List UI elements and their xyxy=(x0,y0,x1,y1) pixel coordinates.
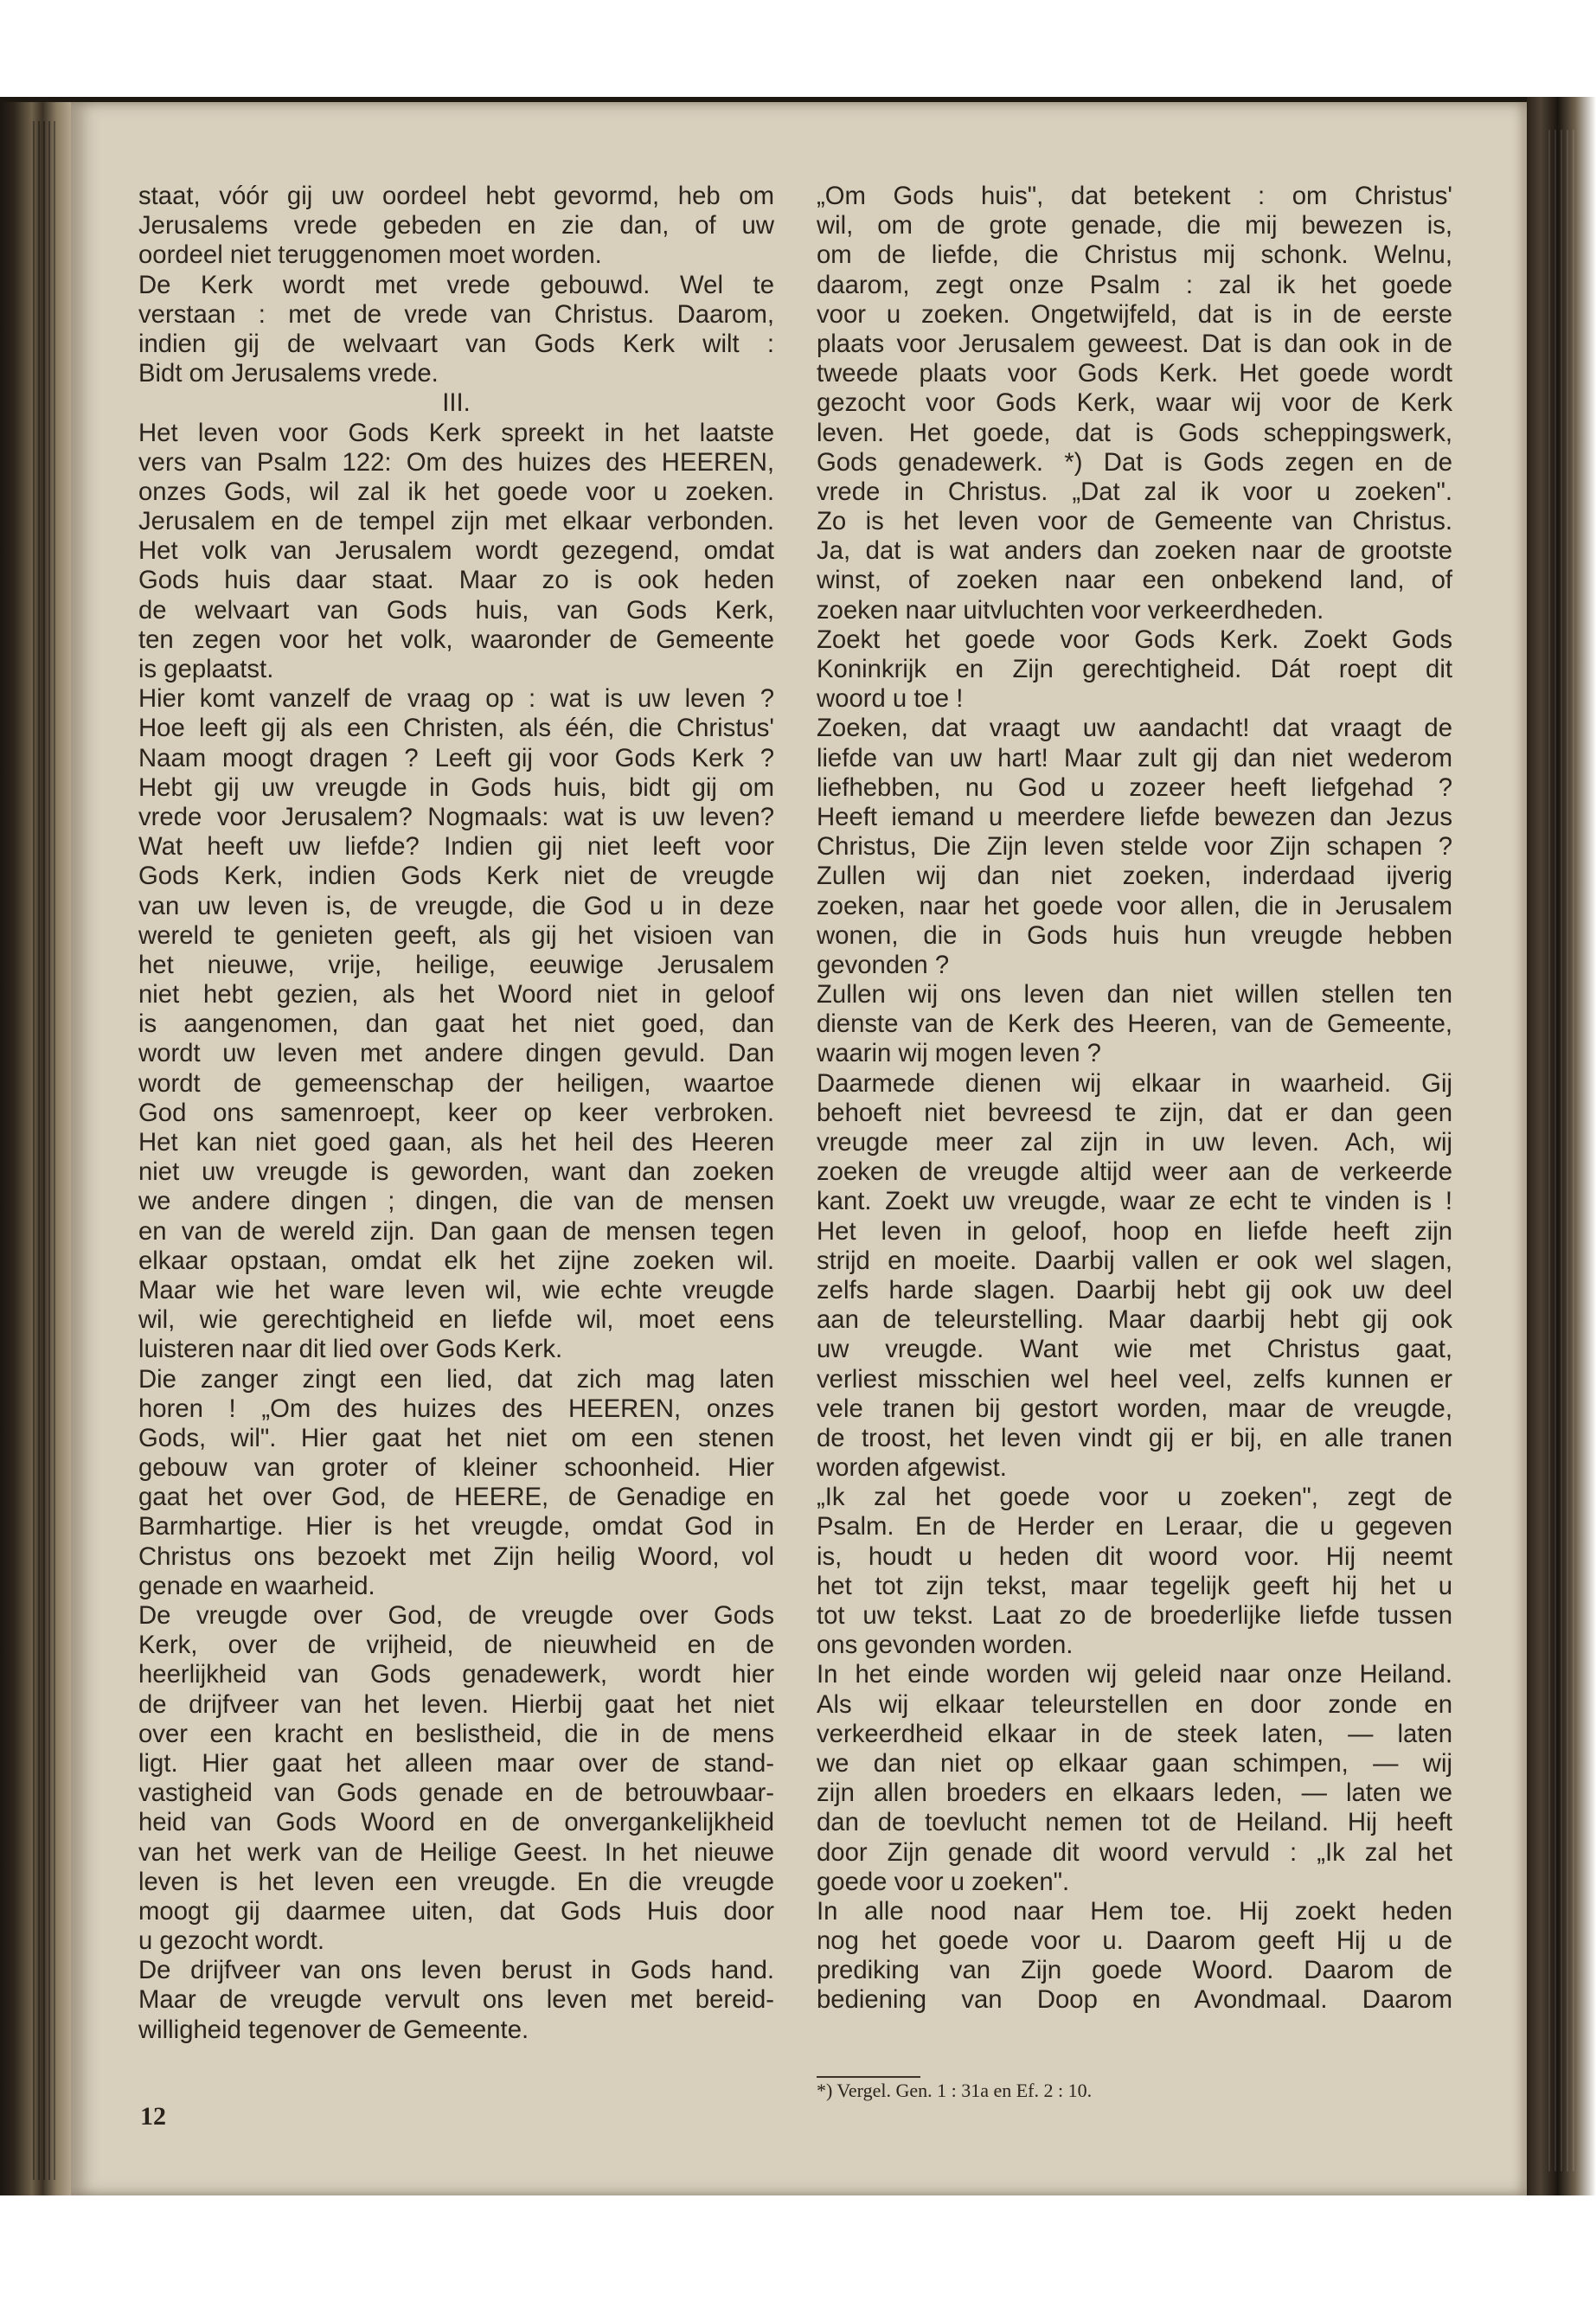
text-line: Gods Kerk, indien Gods Kerk niet de vreugde xyxy=(138,862,774,891)
text-line: is geplaatst. xyxy=(138,655,274,683)
text-line: horen ! „Om des huizes des HEEREN, onzes xyxy=(138,1394,774,1423)
text-line: In het einde worden wij geleid naar onze Heiland. xyxy=(817,1660,1452,1689)
text-line: Hebt gij uw vreugde in Gods huis, bidt gij om xyxy=(138,772,774,802)
text-line: niet uw vreugde is geworden, want dan zoeken xyxy=(138,1157,774,1187)
text-line: Het volk van Jerusalem wordt gezegend, omdat xyxy=(138,536,774,566)
text-line: door Zijn genade dit woord vervuld : „Ik zal het xyxy=(817,1837,1452,1867)
text-line: ons gevonden worden. xyxy=(817,1631,1074,1660)
text-line: wordt uw leven met andere dingen gevuld. Dan xyxy=(138,1039,774,1068)
text-line: Naam moogt dragen ? Leeft gij voor Gods Kerk ? xyxy=(138,743,774,772)
text-line: De drijfveer van ons leven berust in Gods hand. xyxy=(138,1956,774,1985)
text-line: we andere dingen ; dingen, die van de mensen xyxy=(138,1187,774,1216)
text-line: De vreugde over God, de vreugde over Gods xyxy=(138,1601,774,1630)
left-text-column xyxy=(138,182,774,2045)
text-line: Zo is het leven voor de Gemeente van Christus. xyxy=(817,507,1452,536)
text-line: indien gij de welvaart van Gods Kerk wilt : xyxy=(138,329,774,358)
text-line: luisteren naar dit lied over Gods Kerk. xyxy=(138,1335,563,1364)
text-line: we dan niet op elkaar gaan schimpen, — wij xyxy=(817,1748,1452,1778)
scan-margin-top xyxy=(0,0,1596,102)
text-line: oordeel niet teruggenomen moet worden. xyxy=(138,240,602,270)
text-line: Christus ons bezoekt met Zijn heilig Woord, vol xyxy=(138,1541,774,1571)
text-line: verkeerdheid elkaar in de steek laten, — laten xyxy=(817,1719,1452,1748)
text-line: Die zanger zingt een lied, dat zich mag laten xyxy=(138,1364,774,1394)
text-line: Jerusalem en de tempel zijn met elkaar verbonden. xyxy=(138,507,774,536)
text-line: willigheid tegenover de Gemeente. xyxy=(138,2015,529,2044)
text-line: Het leven voor Gods Kerk spreekt in het laatste xyxy=(138,418,774,447)
text-line: is, houdt u heden dit woord voor. Hij neemt xyxy=(817,1541,1452,1571)
text-line: uw vreugde. Want wie met Christus gaat, xyxy=(817,1335,1452,1364)
text-line: Hier komt vanzelf de vraag op : wat is uw leven ? xyxy=(138,684,774,714)
text-line: vrede voor Jerusalem? Nogmaals: wat is uw leven? xyxy=(138,802,774,831)
text-line: en van de wereld zijn. Dan gaan de mensen tegen xyxy=(138,1216,774,1246)
text-line: de troost, het leven vindt gij er bij, en alle tranen xyxy=(817,1423,1452,1452)
text-line: Gods huis daar staat. Maar zo is ook heden xyxy=(138,566,774,595)
text-line: heid van Gods Woord en de onvergankelijkheid xyxy=(138,1808,774,1837)
text-line: worden afgewist. xyxy=(817,1453,1007,1483)
text-line: de welvaart van Gods huis, van Gods Kerk, xyxy=(138,595,774,625)
text-line: Zoekt het goede voor Gods Kerk. Zoekt Gods xyxy=(817,625,1452,654)
text-line: dienste van de Kerk des Heeren, van de Gemeente, xyxy=(817,1009,1452,1039)
text-line: De Kerk wordt met vrede gebouwd. Wel te xyxy=(138,270,774,299)
text-line: Bidt om Jerusalems vrede. xyxy=(138,359,439,388)
right-text-column xyxy=(817,182,1452,2016)
text-line: daarom, zegt onze Psalm : zal ik het goede xyxy=(817,270,1452,299)
scan-margin-bottom xyxy=(0,2195,1596,2301)
text-line: Gods, wil". Hier gaat het niet om een stenen xyxy=(138,1423,774,1452)
text-line: liefde van uw hart! Maar zult gij dan niet wederom xyxy=(817,743,1452,772)
text-line: Zullen wij dan niet zoeken, inderdaad ijverig xyxy=(817,862,1452,891)
page-number: 12 xyxy=(140,2102,166,2131)
text-line: van het werk van de Heilige Geest. In het nieuwe xyxy=(138,1837,774,1867)
text-line: Barmhartige. Hier is het vreugde, omdat God in xyxy=(138,1512,774,1541)
text-line: Christus, Die Zijn leven stelde voor Zijn schapen ? xyxy=(817,832,1452,862)
text-line: prediking van Zijn goede Woord. Daarom de xyxy=(817,1956,1452,1985)
text-line: woord u toe ! xyxy=(817,684,964,714)
text-line: In alle nood naar Hem toe. Hij zoekt heden xyxy=(817,1896,1452,1926)
text-line: staat, vóór gij uw oordeel hebt gevormd, heb om xyxy=(138,182,774,210)
text-line: Kerk, over de vrijheid, de nieuwheid en de xyxy=(138,1631,774,1660)
text-line: om de liefde, die Christus mij schonk. Welnu, xyxy=(817,240,1452,270)
text-line: wil, om de grote genade, die mij bewezen is, xyxy=(817,211,1452,240)
text-line: Ja, dat is wat anders dan zoeken naar de grootste xyxy=(817,536,1452,566)
text-line: genade en waarheid. xyxy=(138,1571,375,1600)
text-line: Psalm. En de Herder en Leraar, die u gegeven xyxy=(817,1512,1452,1541)
text-line: gevonden ? xyxy=(817,950,950,979)
text-line: u gezocht wordt. xyxy=(138,1926,324,1956)
text-line: het nieuwe, vrije, heilige, eeuwige Jerusalem xyxy=(138,950,774,979)
text-line: winst, of zoeken naar een onbekend land, of xyxy=(817,566,1452,595)
text-line: tweede plaats voor Gods Kerk. Het goede wordt xyxy=(817,359,1452,388)
text-line: Het leven in geloof, hoop en liefde heeft zijn xyxy=(817,1216,1452,1246)
text-line: niet hebt gezien, als het Woord niet in geloof xyxy=(138,980,774,1009)
text-line: de drijfveer van het leven. Hierbij gaat het niet xyxy=(138,1689,774,1719)
text-line: nog het goede voor u. Daarom geeft Hij u de xyxy=(817,1926,1452,1956)
section-heading: III. xyxy=(442,388,471,418)
text-line: goede voor u zoeken". xyxy=(817,1867,1070,1896)
text-line: zoeken de vreugde altijd weer aan de verkeerde xyxy=(817,1157,1452,1187)
text-line: Maar de vreugde vervult ons leven met bereid- xyxy=(138,1985,774,2015)
text-line: vreugde meer zal zijn in uw leven. Ach, wij xyxy=(817,1128,1452,1157)
text-line: vele tranen bij gestort worden, maar de vreugde, xyxy=(817,1394,1452,1423)
text-line: God ons samenroept, keer op keer verbroken. xyxy=(138,1098,774,1127)
text-line: heerlijkheid van Gods genadewerk, wordt hier xyxy=(138,1660,774,1689)
text-line: verstaan : met de vrede van Christus. Daarom, xyxy=(138,299,774,329)
text-line: dan de toevlucht nemen tot de Heiland. Hij heeft xyxy=(817,1808,1452,1837)
text-line: elkaar opstaan, omdat elk het zijne zoeken wil. xyxy=(138,1246,774,1275)
text-line: gaat het over God, de HEERE, de Genadige en xyxy=(138,1483,774,1512)
text-line: bediening van Doop en Avondmaal. Daarom xyxy=(817,1985,1452,2015)
footnote: *) Vergel. Gen. 1 : 31a en Ef. 2 : 10. xyxy=(817,2080,1093,2101)
text-line: vrede in Christus. „Dat zal ik voor u zoeken". xyxy=(817,477,1452,506)
text-line: ten zegen voor het volk, waaronder de Gemeente xyxy=(138,625,774,654)
text-line: voor u zoeken. Ongetwijfeld, dat is in de eerste xyxy=(817,299,1452,329)
text-line: plaats voor Jerusalem geweest. Dat is dan ook in de xyxy=(817,329,1452,358)
text-line: Gods genadewerk. *) Dat is Gods zegen en de xyxy=(817,447,1452,477)
text-line: kant. Zoekt uw vreugde, waar ze echt te vinden is ! xyxy=(817,1187,1452,1216)
text-line: aan de teleurstelling. Maar daarbij hebt gij ook xyxy=(817,1305,1452,1335)
text-line: wereld te genieten geeft, als gij het visioen van xyxy=(138,920,774,950)
text-line: moogt gij daarmee uiten, dat Gods Huis door xyxy=(138,1896,774,1926)
right-edge-texture xyxy=(1548,130,1574,2171)
text-line: verliest misschien wel heel veel, zelfs kunnen er xyxy=(817,1364,1452,1394)
text-line: zijn allen broeders en elkaars leden, — laten we xyxy=(817,1779,1452,1808)
text-line: zoeken, naar het goede voor allen, die in Jerusalem xyxy=(817,891,1452,920)
text-line: Het kan niet goed gaan, als het heil des Heeren xyxy=(138,1128,774,1157)
text-line: leven is het leven een vreugde. En die vreugde xyxy=(138,1867,774,1896)
text-line: vastigheid van Gods genade en de betrouwbaar- xyxy=(138,1779,774,1808)
text-line: het tot zijn tekst, maar tegelijk geeft hij het u xyxy=(817,1571,1452,1600)
text-line: van uw leven is, de vreugde, die God u in deze xyxy=(138,891,774,920)
text-line: Maar wie het ware leven wil, wie echte vreugde xyxy=(138,1275,774,1304)
text-line: gebouw van groter of kleiner schoonheid. Hier xyxy=(138,1453,774,1483)
text-line: Wat heeft uw liefde? Indien gij niet leeft voor xyxy=(138,832,774,862)
text-line: Heeft iemand u meerdere liefde bewezen dan Jezus xyxy=(817,802,1452,831)
binding-page-edges xyxy=(33,121,59,2180)
footnote-divider xyxy=(817,2076,920,2078)
text-line: „Ik zal het goede voor u zoeken", zegt de xyxy=(817,1483,1452,1512)
text-line: liefhebben, nu God u zozeer heeft liefgehad ? xyxy=(817,772,1452,802)
text-line: strijd en moeite. Daarbij vallen er ook wel slagen, xyxy=(817,1246,1452,1275)
text-line: is aangenomen, dan gaat het niet goed, dan xyxy=(138,1009,774,1039)
text-line: gezocht voor Gods Kerk, waar wij voor de Kerk xyxy=(817,388,1452,418)
text-line: wonen, die in Gods huis hun vreugde hebben xyxy=(817,920,1452,950)
text-line: Zoeken, dat vraagt uw aandacht! dat vraagt de xyxy=(817,714,1452,743)
text-line: tot uw tekst. Laat zo de broederlijke liefde tussen xyxy=(817,1601,1452,1630)
text-line: leven. Het goede, dat is Gods scheppingswerk, xyxy=(817,418,1452,447)
text-line: ligt. Hier gaat het alleen maar over de stand- xyxy=(138,1748,774,1778)
text-line: zelfs harde slagen. Daarbij hebt gij ook uw deel xyxy=(817,1275,1452,1304)
text-line: onzes Gods, wil zal ik het goede voor u zoeken. xyxy=(138,477,774,506)
text-line: behoeft niet bevreesd te zijn, dat er dan geen xyxy=(817,1098,1452,1127)
text-line: vers van Psalm 122: Om des huizes des HEEREN, xyxy=(138,447,774,477)
text-line: wordt de gemeenschap der heiligen, waartoe xyxy=(138,1068,774,1098)
text-line: waarin wij mogen leven ? xyxy=(817,1039,1101,1068)
text-line: zoeken naar uitvluchten voor verkeerdheden. xyxy=(817,595,1324,625)
text-line: „Om Gods huis", dat betekent : om Christus' xyxy=(817,182,1452,210)
text-line: Daarmede dienen wij elkaar in waarheid. Gij xyxy=(817,1068,1452,1098)
text-line: Hoe leeft gij als een Christen, als één, die Christus' xyxy=(138,714,774,743)
text-line: Zullen wij ons leven dan niet willen stellen ten xyxy=(817,980,1452,1009)
text-line: Jerusalems vrede gebeden en zie dan, of uw xyxy=(138,211,774,240)
text-line: wil, wie gerechtigheid en liefde wil, moet eens xyxy=(138,1305,774,1335)
text-line: Koninkrijk en Zijn gerechtigheid. Dát roept dit xyxy=(817,655,1452,683)
text-line: Als wij elkaar teleurstellen en door zonde en xyxy=(817,1689,1452,1719)
text-line: over een kracht en beslistheid, die in de mens xyxy=(138,1719,774,1748)
